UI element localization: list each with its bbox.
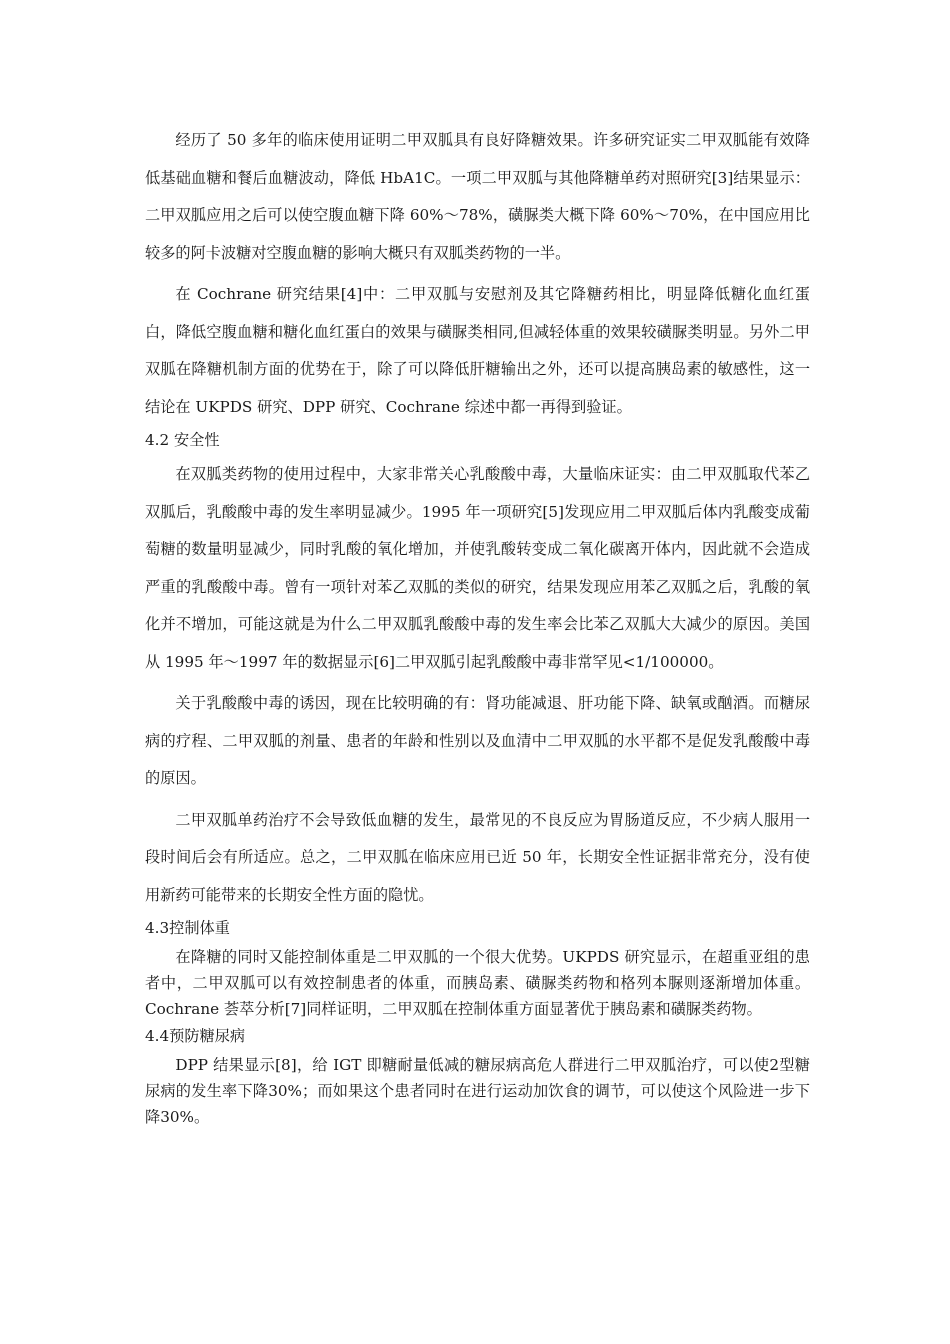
paragraph-dpp: DPP 结果显示[8]，给 IGT 即糖耐量低减的糖尿病高危人群进行二甲双胍治疗，可以使2型糖尿病的发生率下降30%；而如果这个患者同时在进行运动加饮食的调节，可以使这个风险进一步下降30%。: [145, 1056, 810, 1126]
section-heading-weight: 4.3控制体重: [145, 919, 230, 937]
paragraph-hypoglycemia: 二甲双胍单药治疗不会导致低血糖的发生，最常见的不良反应为胃肠道反应，不少病人服用一段时间后会有所适应。总之，二甲双胍在临床应用已近 50 年，长期安全性证据非常充分，没有使用新药可能带来的长期安全性方面的隐忧。: [145, 810, 810, 904]
paragraph-cochrane: 在 Cochrane 研究结果[4]中：二甲双胍与安慰剂及其它降糖药相比，明显降低糖化血红蛋白，降低空腹血糖和糖化血红蛋白的效果与磺脲类相同,但减轻体重的效果较磺脲类明显。另外二甲双胍在降糖机制方面的优势在于，除了可以降低肝糖输出之外，还可以提高胰岛素的敏感性，这一结论在 UKPDS 研究、DPP 研究、Cochrane 综述中都一再得到验证。: [145, 285, 810, 416]
section-heading-prevention: 4.4预防糖尿病: [145, 1027, 246, 1045]
paragraph-lactic-acidosis: 在双胍类药物的使用过程中，大家非常关心乳酸酸中毒，大量临床证实：由二甲双胍取代苯乙双胍后，乳酸酸中毒的发生率明显减少。1995 年一项研究[5]发现应用二甲双胍后体内乳酸变成葡萄糖的数量明显减少，同时乳酸的氧化增加，并使乳酸转变成二氧化碳离开体内，因此就不会造成严重的乳酸酸中毒。曾有一项针对苯乙双胍的类似的研究，结果发现应用苯乙双胍之后，乳酸的氧化并不增加，可能这就是为什么二甲双胍乳酸酸中毒的发生率会比苯乙双胍大大减少的原因。美国从 1995 年～1997 年的数据显示[6]二甲双胍引起乳酸酸中毒非常罕见<1/100000。: [145, 465, 810, 671]
paragraph-efficacy: 经历了 50 多年的临床使用证明二甲双胍具有良好降糖效果。许多研究证实二甲双胍能有效降低基础血糖和餐后血糖波动，降低 HbA1C。一项二甲双胍与其他降糖单药对照研究[3]结果显示：二甲双胍应用之后可以使空腹血糖下降 60%～78%，磺脲类大概下降 60%～70%，在中国应用比较多的阿卡波糖对空腹血糖的影响大概只有双胍类药物的一半。: [145, 131, 810, 262]
document-body: [145, 122, 810, 1130]
paragraph-weight-control: 在降糖的同时又能控制体重是二甲双胍的一个很大优势。UKPDS 研究显示，在超重亚组的患者中，二甲双胍可以有效控制患者的体重，而胰岛素、磺脲类药物和格列本脲则逐渐增加体重。Cochrane 荟萃分析[7]同样证明，二甲双胍在控制体重方面显著优于胰岛素和磺脲类药物。: [145, 948, 810, 1018]
paragraph-triggers: 关于乳酸酸中毒的诱因，现在比较明确的有：肾功能减退、肝功能下降、缺氧或酗酒。而糖尿病的疗程、二甲双胍的剂量、患者的年龄和性别以及血清中二甲双胍的水平都不是促发乳酸酸中毒的原因。: [145, 694, 810, 787]
section-heading-safety: 4.2 安全性: [145, 431, 220, 449]
